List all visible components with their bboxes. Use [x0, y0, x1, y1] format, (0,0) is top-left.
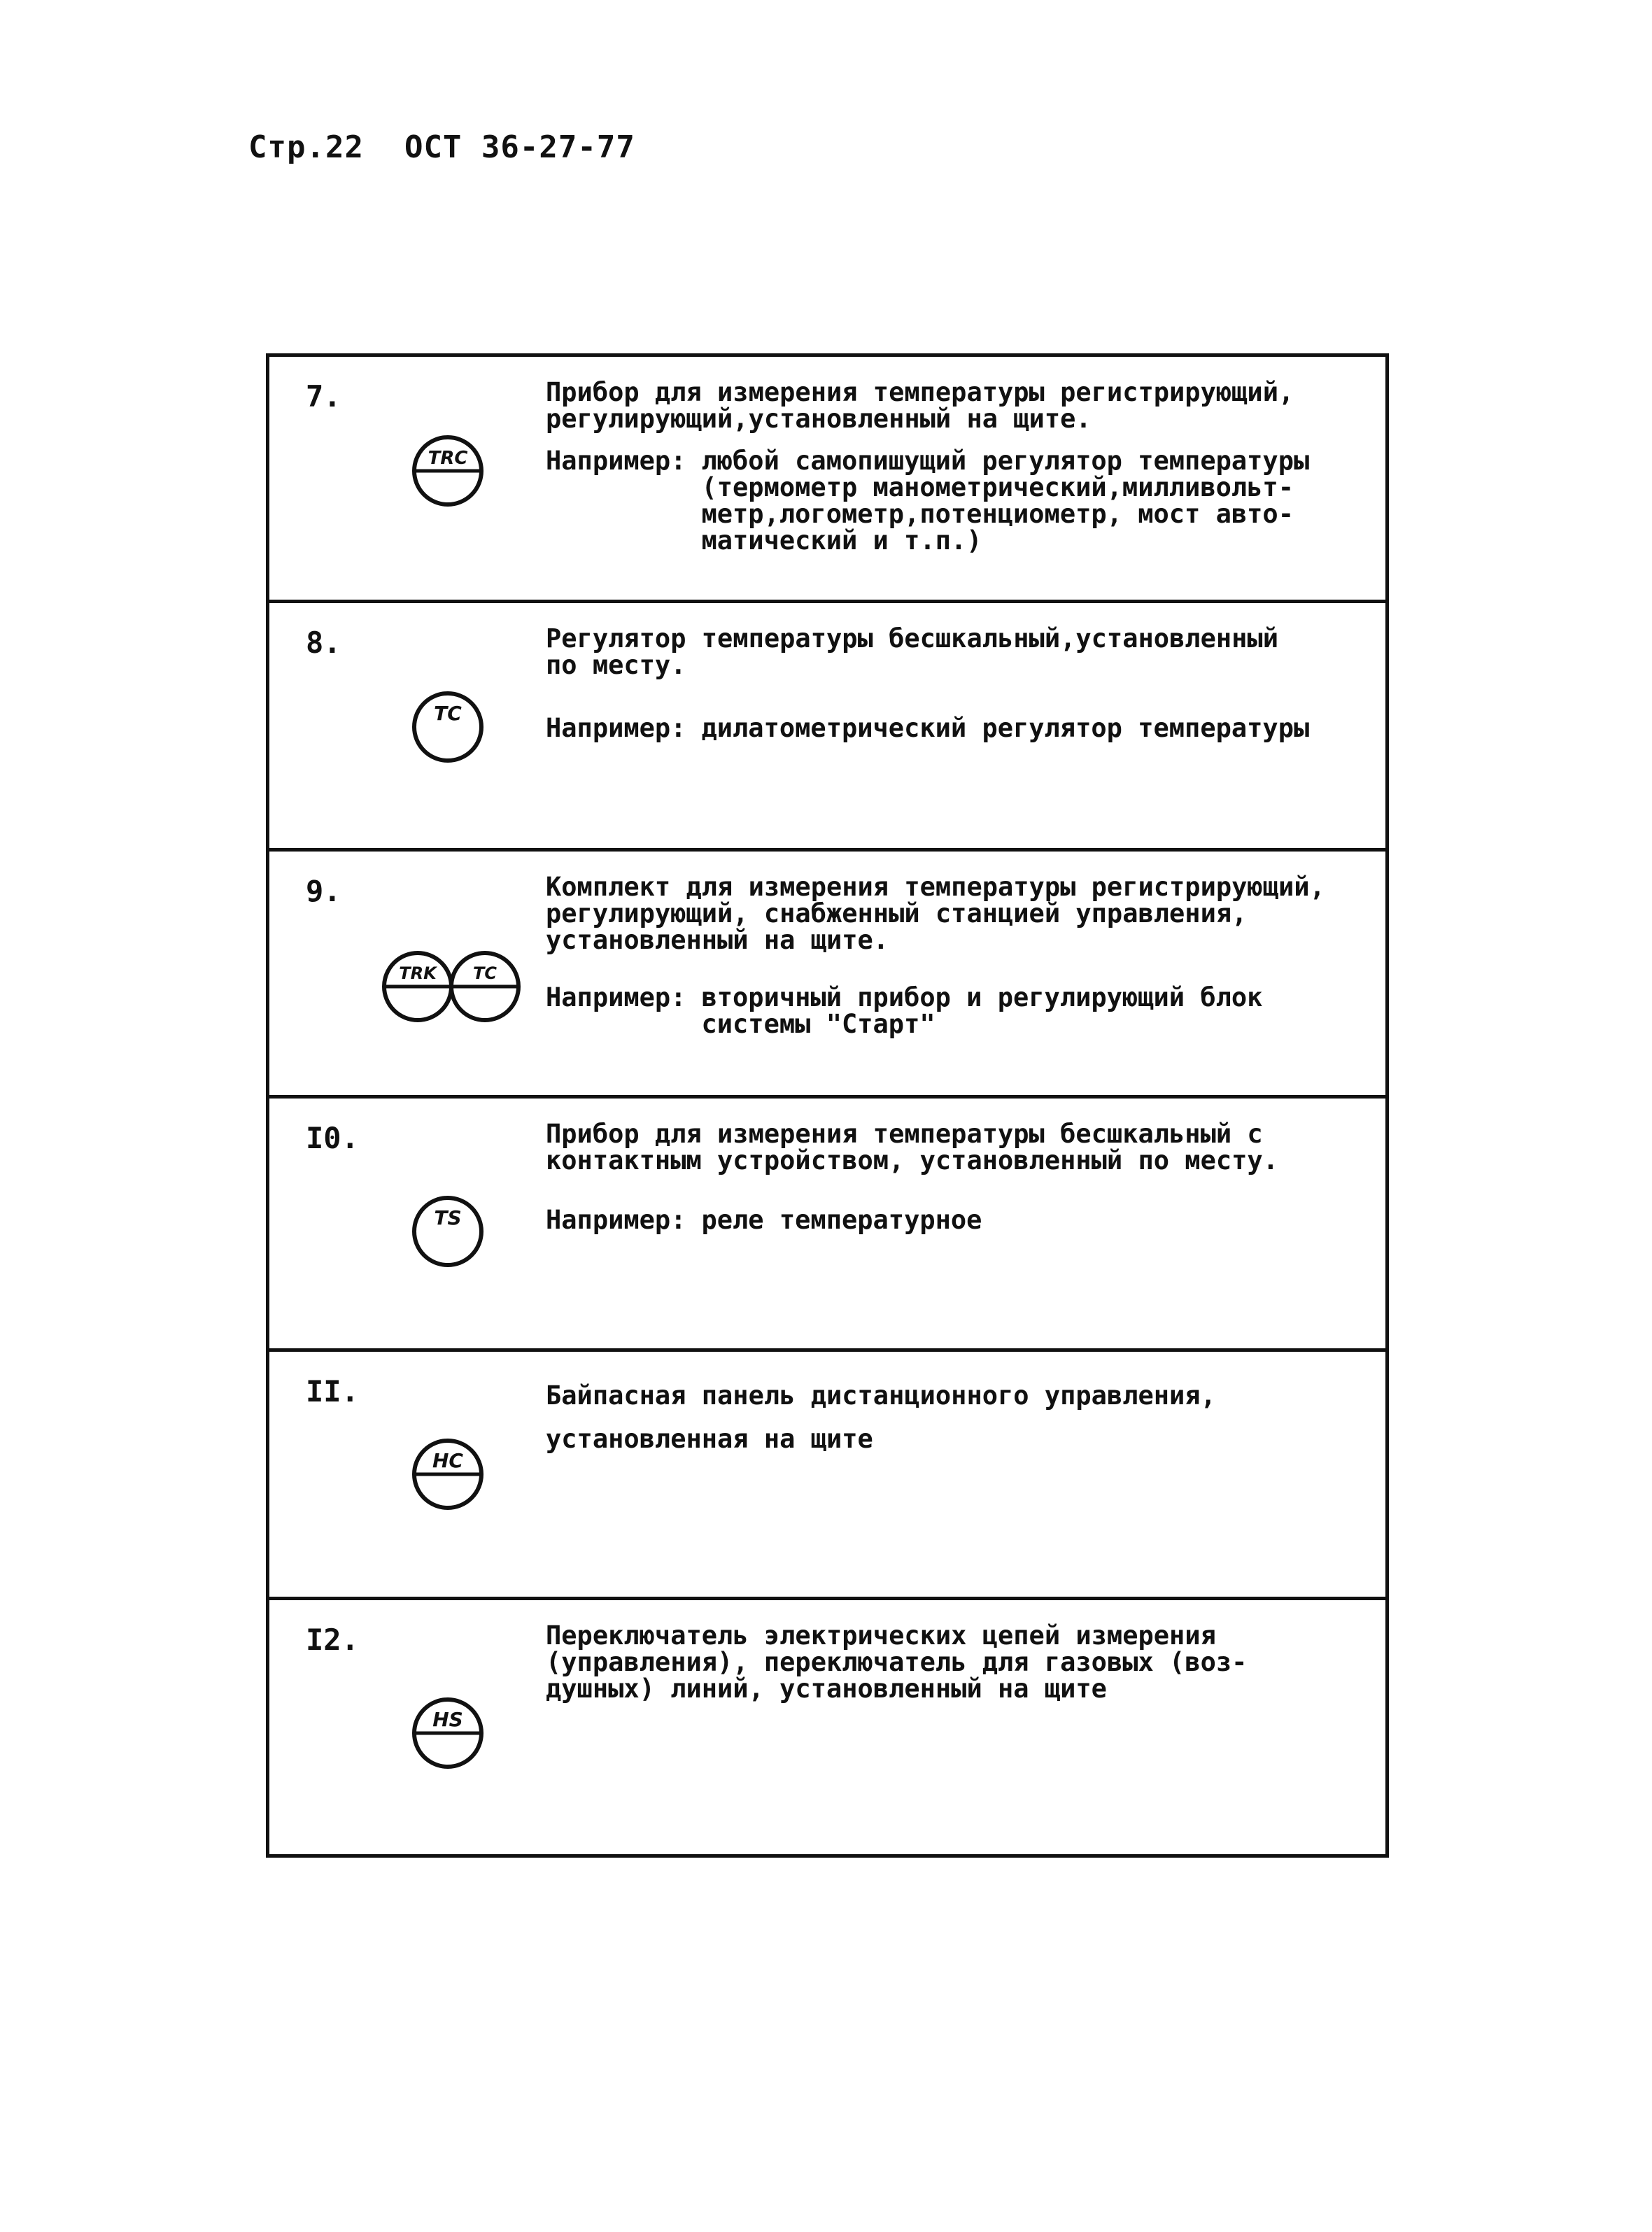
- instrument-set-symbol-icon: [381, 948, 521, 1025]
- symbol-table: [266, 353, 1389, 1858]
- row-example: [546, 1207, 1371, 1234]
- example-text: дилатометрический регулятор температуры: [701, 713, 1310, 743]
- example-label: Например:: [546, 446, 686, 476]
- row-description: Прибор для измерения температуры регистрирующий, регулирующий,установленный на щите.: [546, 377, 1294, 434]
- symbol-label: TC: [434, 702, 462, 725]
- symbol-label: HC: [432, 1449, 463, 1472]
- row-number: 9.: [306, 874, 341, 908]
- page-number: Стр.22: [248, 129, 364, 165]
- row-example: [546, 984, 1371, 1038]
- symbol-label: TRC: [428, 448, 468, 469]
- row-number: 7.: [306, 379, 341, 414]
- standard-code: ОСТ 36-27-77: [404, 129, 635, 165]
- symbol-label: TS: [434, 1206, 462, 1229]
- example-label: Например:: [546, 713, 686, 743]
- example-text: любой самопишущий регулятор температуры (термометр манометрический,милливольт- метр,логометр,потенциометр, мост авто- матический и т.п.): [701, 446, 1310, 556]
- symbol-label: TRK: [399, 963, 437, 983]
- row-description: Регулятор температуры бесшкальный,установленный по месту.: [546, 623, 1278, 680]
- table-row: [269, 852, 1385, 1099]
- row-number: I2.: [306, 1623, 359, 1657]
- row-example: [546, 715, 1371, 742]
- example-label: Например:: [546, 1205, 686, 1235]
- row-description: Комплект для измерения температуры регистрирующий, регулирующий, снабженный станцией управления, установленный на щите.: [546, 872, 1325, 955]
- instrument-symbol-icon: [409, 1436, 486, 1513]
- row-number: 8.: [306, 626, 341, 660]
- example-text: реле температурное: [701, 1205, 982, 1235]
- table-row: [269, 1352, 1385, 1600]
- symbol-label-2: TC: [473, 963, 497, 983]
- example-label: Например:: [546, 982, 686, 1012]
- table-row: [269, 603, 1385, 852]
- page-header: [248, 129, 635, 165]
- instrument-symbol-icon: [409, 688, 486, 765]
- row-description: Байпасная панель дистанционного управления, установленная на щите: [546, 1380, 1216, 1454]
- table-row: [269, 357, 1385, 603]
- instrument-symbol-icon: [409, 1193, 486, 1270]
- example-text: вторичный прибор и регулирующий блок системы "Старт": [701, 982, 1263, 1039]
- symbol-label: HS: [432, 1708, 463, 1731]
- table-row: [269, 1099, 1385, 1352]
- row-description: Прибор для измерения температуры бесшкальный с контактным устройством, установленный по месту.: [546, 1119, 1278, 1175]
- row-description: Переключатель электрических цепей измерения (управления), переключатель для газовых (воз- душных) линий, установленный на щите: [546, 1620, 1248, 1704]
- row-example: [546, 448, 1371, 554]
- row-number: I0.: [306, 1121, 359, 1155]
- instrument-symbol-icon: [409, 1695, 486, 1772]
- row-number: II.: [306, 1374, 359, 1408]
- table-row: [269, 1600, 1385, 1858]
- instrument-symbol-icon: [409, 432, 486, 509]
